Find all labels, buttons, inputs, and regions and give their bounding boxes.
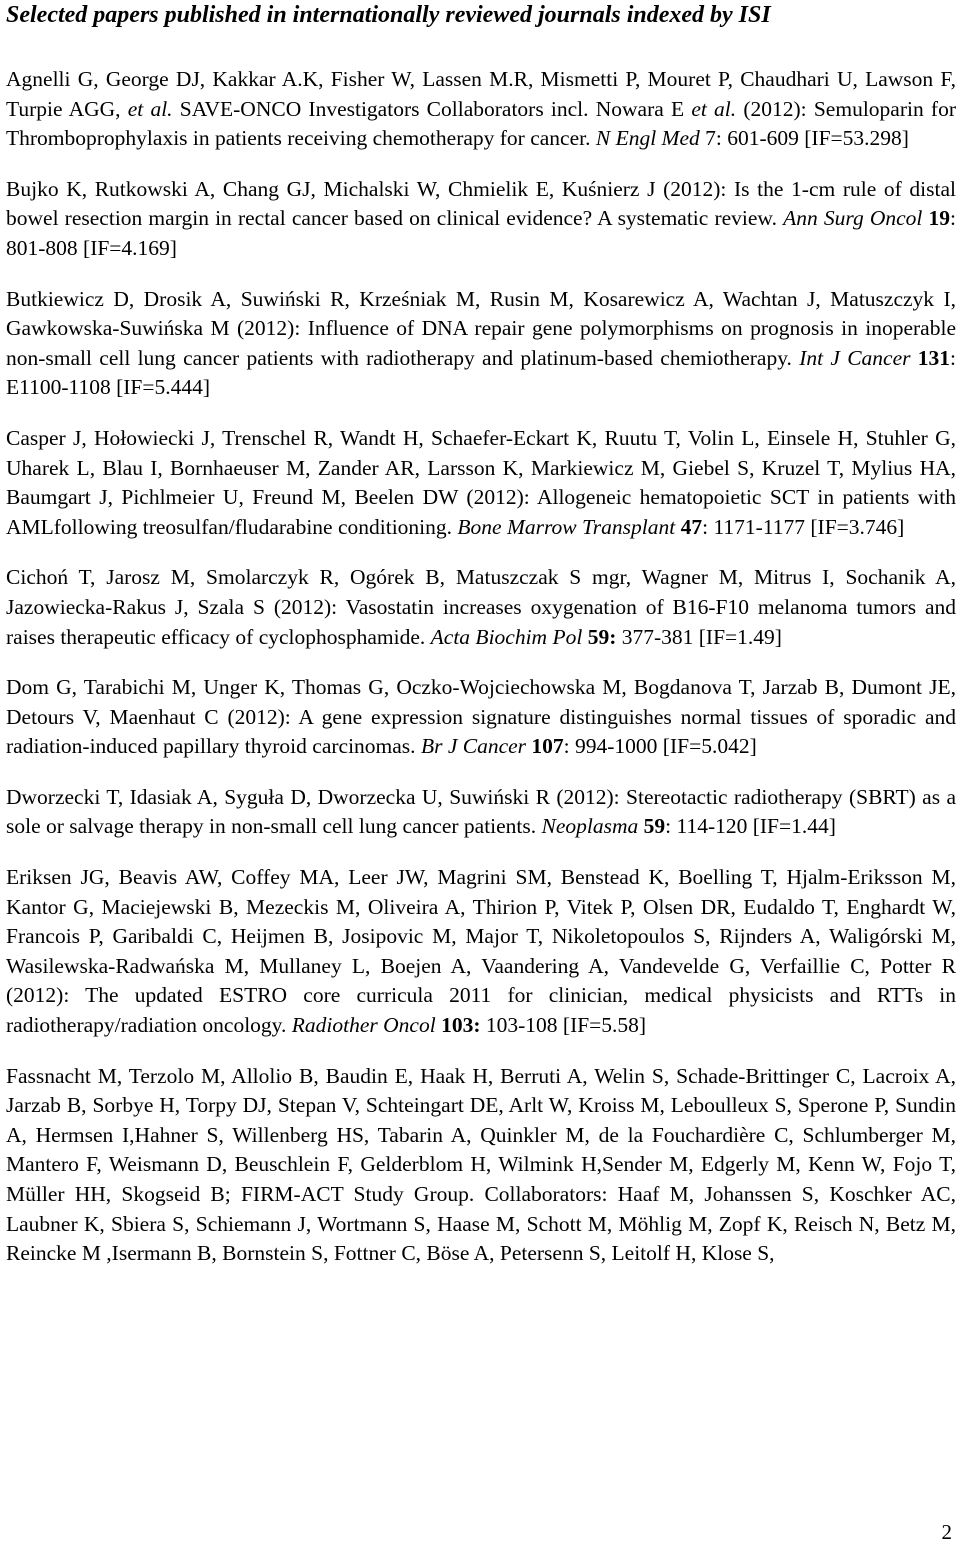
reference-authors: Eriksen JG, Beavis AW, Coffey MA, Leer JW, Magrini SM, Benstead K, Boelling T, Hjalm-Eriksson M, Kantor G, Maciejewski B, Mezeckis M, Oliveira A, Thirion P, Vitek P, Olsen DR, Eudaldo T, Enghardt W, Francois P, Garibaldi C, Heijmen B, Josipovic M, Major T, Nikoletopoulos S, Rijnders A, Waligórski M, Wasilewska-Radwańska M, Mullaney L, Boejen A, Vaandering A, Vandevelde G, Verfaillie C, Potter R (2012): The updated ESTRO core curricula 2011 for clinician, medical physicists and RTTs in radiotherapy/radiation oncology. bbox=[6, 865, 956, 1038]
reference-authors: Casper J, Hołowiecki J, Trenschel R, Wandt H, Schaefer-Eckart K, Ruutu T, Volin L, Einsele H, Stuhler G, Uharek L, Blau I, Bornhaeuser M, Zander AR, Larsson K, Markiewicz M, Giebel S, Kruzel T, Mylius HA, Baumgart J, Pichlmeier U, Freund M, Beelen DW (2012): Allogeneic hematopoietic SCT in patients with AMLfollowing treosulfan/fludarabine conditioning. bbox=[6, 425, 956, 539]
reference-journal: Bone Marrow Transplant bbox=[457, 514, 676, 539]
reference-authors: Cichoń T, Jarosz M, Smolarczyk R, Ogórek B, Matuszczak S mgr, Wagner M, Mitrus I, Sochanik A, Jazowiecka-Rakus J, Szala S (2012): Vasostatin increases oxygenation of B16-F10 melanoma tumors and raises therapeutic efficacy of cyclophosphamide. bbox=[6, 565, 956, 649]
reference-volume: 59 bbox=[638, 814, 666, 839]
reference-item bbox=[6, 65, 956, 154]
section-heading: Selected papers published in internationally reviewed journals indexed by ISI bbox=[6, 2, 771, 28]
reference-journal: Acta Biochim Pol bbox=[430, 624, 583, 649]
reference-item bbox=[6, 783, 956, 842]
reference-authors: Dom G, Tarabichi M, Unger K, Thomas G, Oczko-Wojciechowska M, Bogdanova T, Jarzab B, Dumont JE, Detours V, Maenhaut C (2012): A gene expression signature distinguishes normal tissues of sporadic and radiation-induced papillary thyroid carcinomas. bbox=[6, 675, 956, 759]
reference-pages: : 601-609 [IF=53.298] bbox=[715, 126, 909, 151]
page-number: 2 bbox=[941, 1520, 952, 1544]
reference-pages: 377-381 [IF=1.49] bbox=[616, 624, 782, 649]
reference-item bbox=[6, 285, 956, 403]
reference-volume: 19 bbox=[922, 206, 951, 231]
reference-pages: : 801-808 [IF=4.169] bbox=[6, 206, 957, 260]
reference-etal: et al. bbox=[691, 96, 737, 121]
reference-authors: Agnelli G, George DJ, Kakkar A.K, Fisher W, Lassen M.R, Mismetti P, Mouret P, Chaudhari U, Lawson F, Turpie AGG, bbox=[6, 67, 956, 121]
reference-item bbox=[6, 673, 956, 762]
reference-item bbox=[6, 424, 956, 542]
reference-item bbox=[6, 175, 956, 264]
reference-journal: Ann Surg Oncol bbox=[783, 206, 923, 231]
reference-volume: 7 bbox=[699, 126, 716, 151]
reference-item bbox=[6, 1062, 956, 1269]
reference-item bbox=[6, 863, 956, 1041]
reference-etal: et al. bbox=[127, 96, 173, 121]
reference-pages: 103-108 [IF=5.58] bbox=[480, 1013, 647, 1038]
reference-authors: Bujko K, Rutkowski A, Chang GJ, Michalski W, Chmielik E, Kuśnierz J (2012): Is the 1-cm rule of distal bowel resection margin in rectal cancer based on clinical evidence? A systematic review. bbox=[6, 176, 956, 231]
reference-volume: 131 bbox=[910, 345, 951, 370]
reference-pages: : 1171-1177 [IF=3.746] bbox=[702, 514, 905, 539]
reference-volume: 59: bbox=[582, 624, 617, 649]
reference-journal: Radiother Oncol bbox=[291, 1013, 436, 1038]
reference-pages: : E1100-1108 [IF=5.444] bbox=[6, 345, 956, 400]
reference-authors: Butkiewicz D, Drosik A, Suwiński R, Krześniak M, Rusin M, Kosarewicz A, Wachtan J, Matuszczyk I, Gawkowska-Suwińska M (2012): Influence of DNA repair gene polymorphisms on prognosis in inoperable non-small cell lung cancer patients with radiotherapy and platinum-based chemiotherapy. bbox=[6, 286, 956, 370]
reference-item bbox=[6, 563, 956, 652]
reference-volume: 47 bbox=[675, 514, 703, 539]
reference-pages: : 994-1000 [IF=5.042] bbox=[563, 734, 757, 759]
reference-volume: 103: bbox=[435, 1013, 481, 1038]
reference-volume: 107 bbox=[526, 734, 564, 759]
reference-authors-cont: SAVE-ONCO Investigators Collaborators incl. Nowara E bbox=[172, 96, 692, 121]
reference-pages: : 114-120 [IF=1.44] bbox=[665, 814, 836, 839]
reference-authors: Dworzecki T, Idasiak A, Syguła D, Dworzecka U, Suwiński R (2012): Stereotactic radiotherapy (SBRT) as a sole or salvage therapy in non-small cell lung cancer patients. bbox=[6, 784, 956, 839]
reference-journal: Br J Cancer bbox=[420, 734, 527, 759]
reference-title: (2012): Semuloparin for Thromboprophylaxis in patients receiving chemotherapy for cancer. bbox=[6, 96, 956, 151]
reference-journal: Int J Cancer bbox=[799, 345, 911, 370]
reference-journal: Neoplasma bbox=[541, 814, 639, 839]
reference-list bbox=[6, 65, 956, 1269]
reference-journal: N Engl Med bbox=[595, 126, 700, 151]
document-page bbox=[6, 0, 956, 1290]
reference-authors: Fassnacht M, Terzolo M, Allolio B, Baudin E, Haak H, Berruti A, Welin S, Schade-Brittinger C, Lacroix A, Jarzab B, Sorbye H, Torpy DJ, Stepan V, Schteingart DE, Arlt W, Kroiss M, Leboulleux S, Sperone P, Sundin A, Hermsen I,Hahner S, Willenberg HS, Tabarin A, Quinkler M, de la Fouchardière C, Schlumberger M, Mantero F, Weismann D, Beuschlein F, Gelderblom H, Wilmink H,Sender M, Edgerly M, Kenn W, Fojo T, Müller HH, Skogseid B; FIRM-ACT Study Group. Collaborators: Haaf M, Johanssen S, Koschker AC, Laubner K, Sbiera S, Schiemann J, Wortmann S, Haase M, Schott M, Möhlig M, Zopf K, Reisch N, Betz M, Reincke M ,Isermann B, Bornstein S, Fottner C, Böse A, Petersenn S, Leitolf H, Klose S, bbox=[6, 1063, 956, 1266]
